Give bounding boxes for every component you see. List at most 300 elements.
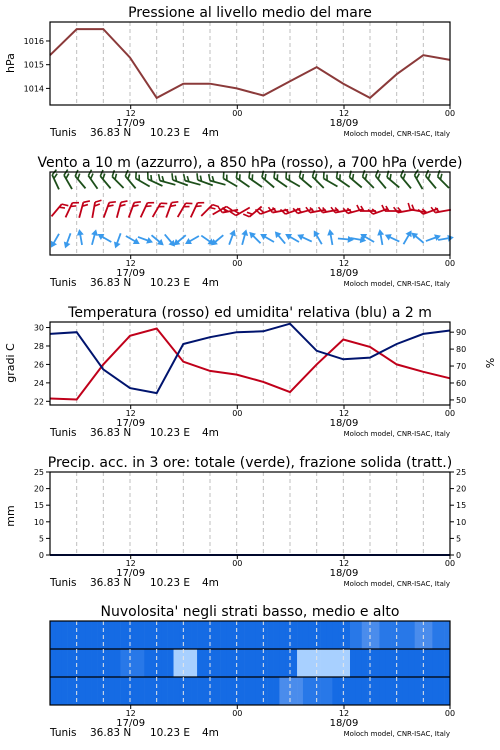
y-tick-label: 5 [38,534,44,544]
cloud-cell [185,621,191,649]
cloud-cell [291,677,297,705]
barb-feather [109,200,116,205]
cloud-cell [403,649,409,677]
cloud-cell [79,621,85,649]
pressure-panel [0,0,500,150]
cloud-cell [238,677,244,705]
wind-barb [326,229,336,246]
barb-feather [147,200,154,205]
barb-shaft [104,203,109,218]
station-lat: 36.83 N [90,577,132,589]
wind-barb [153,201,168,220]
cloud-cell [426,677,432,705]
barb-head [48,241,57,250]
cloud-cell [144,677,150,705]
cloud-cell [379,649,385,677]
cloud-cell [85,677,91,705]
y-tick-label: 26 [33,360,44,370]
station-name: Tunis [50,577,77,589]
barb-shaft [426,176,436,188]
cloud-cell [203,649,209,677]
barb-feather [195,173,200,180]
barb-shaft [236,208,250,216]
cloud-cell [285,621,291,649]
wind-barb [166,200,178,220]
cloud-cell [121,621,127,649]
cloud-cell [303,621,309,649]
barb-feather [133,172,139,179]
y2-tick-label: 5 [456,534,462,544]
cloud-cell [238,649,244,677]
cloud-cell [97,677,103,705]
cloud-cell [385,677,391,705]
cloud-cell [103,677,109,705]
cloud-cell [174,649,180,677]
station-lat: 36.83 N [90,277,132,289]
cloud-cell [379,677,385,705]
cloud-cell [250,649,256,677]
y2-tick-label: 20 [456,484,467,494]
cloud-cell [215,621,221,649]
cloud-cell [385,649,391,677]
y-tick-label: 1014 [23,84,44,94]
y-tick-label: 24 [33,378,44,388]
barb-feather [145,172,150,179]
cloud-cell [274,621,280,649]
cloud-cell [91,677,97,705]
station-lat: 36.83 N [90,427,132,439]
barb-head [112,242,121,250]
cloud-cell [238,621,244,649]
cloud-cell [109,649,115,677]
y2-tick-label: 90 [456,328,467,338]
cloud-cell [68,649,74,677]
time-tick-label: 12 [125,109,136,118]
wind-barb [311,229,325,246]
date-label: 18/09 [329,118,359,129]
cloud-cell [244,649,250,677]
wind-barb [89,228,100,245]
date-label: 17/09 [116,568,146,579]
barb-head [258,231,267,240]
barb-shaft [210,181,225,185]
barb-shaft [112,177,123,188]
y-tick-label: 25 [33,468,44,477]
cloud-cell [56,621,62,649]
cloud-cell [285,677,291,705]
cloud-cell [309,621,315,649]
cloud-cell [179,677,185,705]
time-tick-label: 00 [232,109,243,118]
cloud-cell [374,677,380,705]
barb-shaft [401,176,411,188]
time-tick-label: 00 [232,409,243,418]
cloud-cell [256,621,262,649]
cloud-cell [215,677,221,705]
barb-feather [72,200,79,205]
cloud-cell [297,649,303,677]
cloud-cell [297,621,303,649]
barb-shaft [201,205,212,216]
wind-title: Vento a 10 m (azzurro), a 850 hPa (rosso), a 700 hPa (verde) [37,155,463,171]
wind-barb [258,231,275,245]
cloud-cell [350,621,356,649]
cloud-cell [274,649,280,677]
cloud-cell [115,649,121,677]
cloud-cell [438,621,444,649]
wind-barb [437,234,454,244]
pressure-line [50,29,450,98]
cloud-cell [79,677,85,705]
time-tick-label: 12 [338,259,350,268]
y-tick-label: 28 [33,341,44,351]
barb-head [62,242,71,250]
wind-barb [283,231,300,245]
cloud-cell [97,649,103,677]
cloud-cell [321,649,327,677]
barb-shaft [350,177,362,187]
cloud-cell [256,677,262,705]
barb-feather [198,200,205,205]
cloud-cell [332,649,338,677]
station-name: Tunis [50,727,77,739]
barb-shaft [249,178,262,187]
cloud-cell [197,621,203,649]
y-tick-label: 0 [38,551,44,560]
pressure-chart [0,0,500,150]
cloud-cell [409,677,415,705]
cloud-cell [144,621,150,649]
station-name: Tunis [50,427,77,439]
cloud-cell [185,649,191,677]
wind-barb [62,232,74,249]
wind-barb [400,229,414,246]
cloud-cell [344,649,350,677]
wind-barb [247,229,263,245]
barb-head [383,232,391,241]
wind-barb [191,200,204,220]
cloud-cell [285,649,291,677]
barb-feather [221,172,227,179]
precip-frame [50,472,450,555]
cloud-cell [326,649,332,677]
cloud-cell [315,677,321,705]
wind-barb [226,228,238,245]
cloud-cell [144,649,150,677]
barb-feather [157,174,161,181]
cloud-cell [197,649,203,677]
barb-shaft [387,177,399,187]
time-tick-label: 12 [125,409,136,418]
time-tick-label: 00 [444,259,456,268]
barb-shaft [438,177,449,188]
temperature-title: Temperatura (rosso) ed umidita' relativa (blu) a 2 m [68,305,432,321]
temperature-y-label: gradi C [4,343,17,383]
cloud-cell [356,621,362,649]
cloud-cell [103,649,109,677]
cloud-cell [426,621,432,649]
cloud-cell [321,677,327,705]
y-tick-label: 10 [33,517,44,527]
wind-barb [96,231,113,245]
barb-shaft [185,181,200,185]
cloud-cell [432,677,438,705]
barb-head [447,234,454,242]
cloud-cell [250,677,256,705]
cloud-cell [203,677,209,705]
pressure-title: Pressione al livello medio del mare [128,5,372,21]
time-tick-label: 00 [444,709,456,718]
cloud-cell [62,677,68,705]
barb-shaft [88,176,97,189]
barb-shaft [415,175,423,189]
model-credit: Moloch model, CNR-ISAC, Italy [343,280,450,288]
station-elev: 4m [202,277,219,289]
wind-barb [431,204,451,213]
cloud-cell [138,677,144,705]
cloud-cell [350,649,356,677]
cloud-cell [121,677,127,705]
precip-title: Precip. acc. in 3 ore: totale (verde), frazione solida (tratt.) [47,455,453,471]
cloud-cell [79,649,85,677]
time-tick-label: 12 [338,559,350,568]
wind-barb [124,233,141,247]
cloud-cell [50,621,56,649]
cloud-cell [350,677,356,705]
cloud-cell [132,621,138,649]
cloud-cell [368,677,374,705]
wind-barb [117,199,128,219]
cloud-cell [191,677,197,705]
cloud-cell [415,677,421,705]
cloud-cell [215,649,221,677]
y2-tick-label: 80 [456,345,467,355]
cloud-cell [262,621,268,649]
cloud-cell [256,649,262,677]
barb-feather [83,199,90,203]
wind-barb [368,203,388,215]
barb-shaft [274,178,287,187]
date-label: 17/09 [116,118,146,129]
cloud-cell [56,677,62,705]
cloud-cell [309,677,315,705]
cloud-cell [444,649,450,677]
barb-head [133,238,142,247]
cloud-panel [0,600,500,750]
barb-shaft [117,202,121,217]
barb-head [376,229,384,236]
cloud-cell [62,621,68,649]
cloud-cell [432,649,438,677]
time-tick-label: 12 [338,409,350,418]
cloud-cell [444,677,450,705]
wind-barb [239,228,250,245]
cloud-cell [221,677,227,705]
cloud-cell [291,649,297,677]
model-credit: Moloch model, CNR-ISAC, Italy [343,430,450,438]
cloud-cell [315,649,321,677]
temperature-chart [0,300,500,450]
station-lat: 36.83 N [90,127,132,139]
wind-barb [385,171,403,188]
station-elev: 4m [202,577,219,589]
cloud-cell [297,677,303,705]
barb-head [241,228,249,236]
cloud-cell [197,677,203,705]
cloud-cell [191,621,197,649]
model-credit: Moloch model, CNR-ISAC, Italy [343,130,450,138]
barb-shaft [324,179,338,187]
precip-y-label: mm [4,505,17,527]
cloud-cell [356,677,362,705]
cloud-cell [162,621,168,649]
date-label: 18/09 [329,568,359,579]
cloud-cell [109,677,115,705]
barb-head [311,229,320,238]
y2-tick-label: 50 [456,395,467,405]
wind-barb [418,203,438,215]
cloud-cell [403,621,409,649]
barb-head [183,238,192,247]
cloud-cell [109,621,115,649]
cloud-cell [332,677,338,705]
humidity-y-label: % [484,357,497,369]
y2-tick-label: 15 [456,501,467,511]
wind-barb [272,229,288,246]
y-tick-label: 1016 [23,36,44,46]
cloud-cell [279,621,285,649]
cloud-cell [138,621,144,649]
cloud-cell [162,649,168,677]
wind-barb [338,235,355,243]
station-name: Tunis [50,127,77,139]
barb-head [348,236,355,243]
wind-barb [360,170,378,188]
date-label: 17/09 [116,718,146,729]
date-label: 18/09 [329,718,359,729]
station-lon: 10.23 E [150,127,191,139]
time-tick-label: 00 [444,409,456,418]
cloud-cell [150,621,156,649]
cloud-cell [332,621,338,649]
cloud-cell [356,649,362,677]
cloud-cell [262,677,268,705]
wind-barb [399,170,416,188]
y-tick-label: 22 [33,397,44,407]
barb-shaft [160,181,175,185]
cloud-cell [244,677,250,705]
cloud-cell [115,621,121,649]
cloud-cell [315,621,321,649]
barb-feather [186,201,193,207]
cloud-cell [268,677,274,705]
y2-tick-label: 25 [456,468,467,477]
cloud-cell [374,649,380,677]
wind-barb [145,172,165,185]
wind-barb [129,200,141,220]
cloud-cell [68,621,74,649]
cloud-cell [321,621,327,649]
barb-feather [172,200,179,205]
cloud-cell [291,621,297,649]
wind-barb [230,202,249,217]
y2-tick-label: 60 [456,378,467,388]
cloud-cell [174,621,180,649]
cloud-cell [244,621,250,649]
cloud-cell [303,677,309,705]
barb-shaft [223,179,237,187]
date-label: 18/09 [329,418,359,429]
cloud-cell [403,677,409,705]
cloud-cell [426,649,432,677]
wind-panel [0,150,500,300]
barb-head [326,229,334,236]
y-tick-label: 20 [33,484,44,494]
cloud-cell [232,621,238,649]
cloud-cell [344,677,350,705]
cloud-chart [0,600,500,750]
barb-shaft [141,203,148,218]
cloud-cell [279,677,285,705]
time-tick-label: 12 [125,709,136,718]
wind-barb [149,232,166,248]
cloud-cell [168,649,174,677]
cloud-cell [132,649,138,677]
barb-shaft [249,207,261,217]
precip-chart [0,450,500,600]
cloud-cell [91,621,97,649]
cloud-cell [168,621,174,649]
cloud-cell [415,649,421,677]
cloud-cell [121,649,127,677]
y-tick-label: 1015 [23,60,44,70]
cloud-cell [379,621,385,649]
barb-feather [207,174,211,181]
wind-barb [425,232,442,244]
temperature-line [50,329,450,400]
barb-feather [161,201,168,207]
barb-shaft [79,202,83,217]
barb-feather [407,203,411,209]
barb-shaft [166,203,171,218]
wind-barb [110,170,128,188]
barb-shaft [64,175,72,189]
cloud-cell [221,649,227,677]
barb-shaft [286,179,300,187]
wind-barb [296,232,313,245]
cloud-cell [226,649,232,677]
barb-shaft [363,177,374,188]
wind-barb [112,232,124,249]
barb-feather [170,173,175,180]
cloud-cell [309,649,315,677]
wind-barb [178,201,193,220]
barb-shaft [312,177,323,188]
barb-shaft [191,203,198,218]
time-tick-label: 00 [232,259,243,268]
cloud-cell [368,649,374,677]
cloud-cell [62,649,68,677]
time-tick-label: 12 [338,109,350,118]
barb-shaft [178,203,186,217]
barb-shaft [136,179,150,187]
cloud-cell [397,677,403,705]
cloud-cell [168,677,174,705]
cloud-cell [438,649,444,677]
cloud-cell [179,621,185,649]
cloud-cell [432,621,438,649]
barb-head [146,237,154,246]
